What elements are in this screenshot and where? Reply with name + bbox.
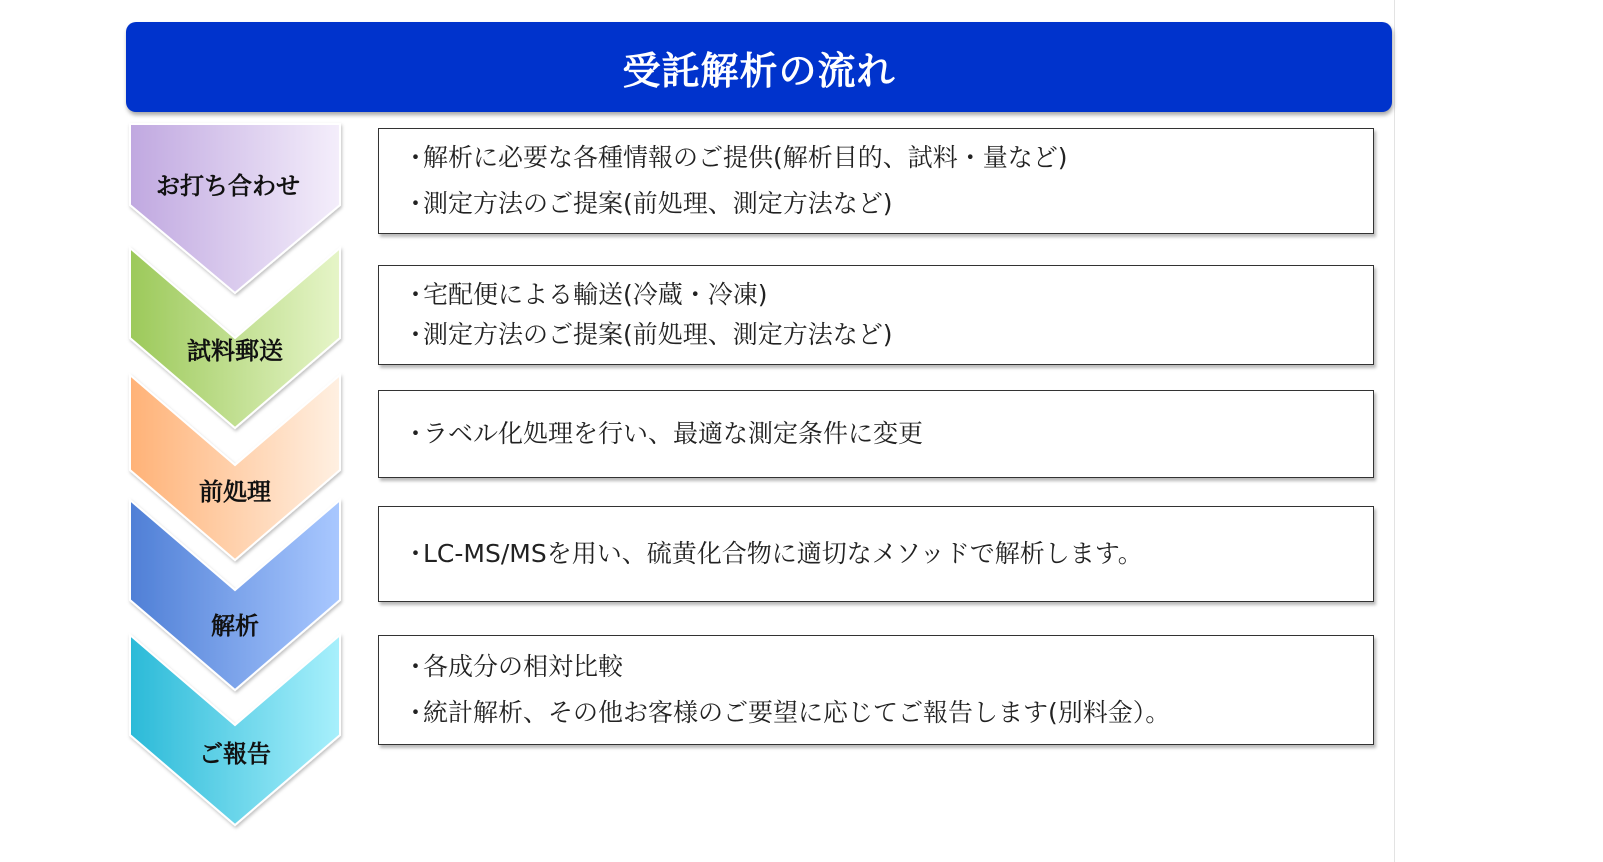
- step-detail-report: [378, 635, 1374, 745]
- detail-line: [403, 135, 1373, 181]
- detail-text: 解析に必要な各種情報のご提供(解析目的、試料・量など): [423, 143, 1068, 172]
- bullet-marker: ・: [403, 189, 429, 218]
- chevron-shape-1: [130, 124, 340, 293]
- bullet-marker: ・: [403, 652, 429, 681]
- detail-text: 測定方法のご提案(前処理、測定方法など): [423, 189, 893, 218]
- bullet-marker: ・: [403, 539, 429, 568]
- bullet-marker: ・: [403, 419, 429, 448]
- step-detail-consultation: [378, 128, 1374, 234]
- bullet-marker: ・: [403, 320, 429, 349]
- step-detail-sample-shipping: [378, 265, 1374, 365]
- page-title: 受託解析の流れ: [622, 48, 896, 93]
- step-detail-pretreatment: [378, 390, 1374, 478]
- detail-text: 各成分の相対比較: [423, 652, 624, 681]
- detail-text: 測定方法のご提案(前処理、測定方法など): [423, 320, 893, 349]
- detail-line: [403, 315, 1373, 355]
- step-label-pretreatment: 前処理: [199, 478, 271, 506]
- detail-line: [403, 531, 1373, 577]
- bullet-marker: ・: [403, 143, 429, 172]
- detail-line: [403, 690, 1373, 736]
- detail-line: [403, 181, 1373, 227]
- bullet-marker: ・: [403, 698, 429, 727]
- step-label-sample-shipping: 試料郵送: [187, 337, 283, 365]
- step-label-consultation: お打ち合わせ: [156, 172, 300, 200]
- detail-text: 統計解析、その他お客様のご要望に応じてご報告します(別料金）。: [423, 698, 1171, 727]
- detail-text: 宅配便による輸送(冷蔵・冷凍): [423, 280, 768, 309]
- step-label-analysis: 解析: [211, 612, 259, 640]
- detail-line: [403, 411, 1373, 457]
- detail-line: [403, 275, 1373, 315]
- step-detail-analysis: [378, 506, 1374, 602]
- chevron-step-1: [130, 124, 340, 293]
- detail-line: [403, 644, 1373, 690]
- detail-text: ラベル化処理を行い、最適な測定条件に変更: [423, 419, 924, 448]
- step-label-report: ご報告: [199, 740, 271, 768]
- detail-text: LC-MS/MSを用い、硫黄化合物に適切なメソッドで解析します。: [423, 539, 1143, 568]
- bullet-marker: ・: [403, 280, 429, 309]
